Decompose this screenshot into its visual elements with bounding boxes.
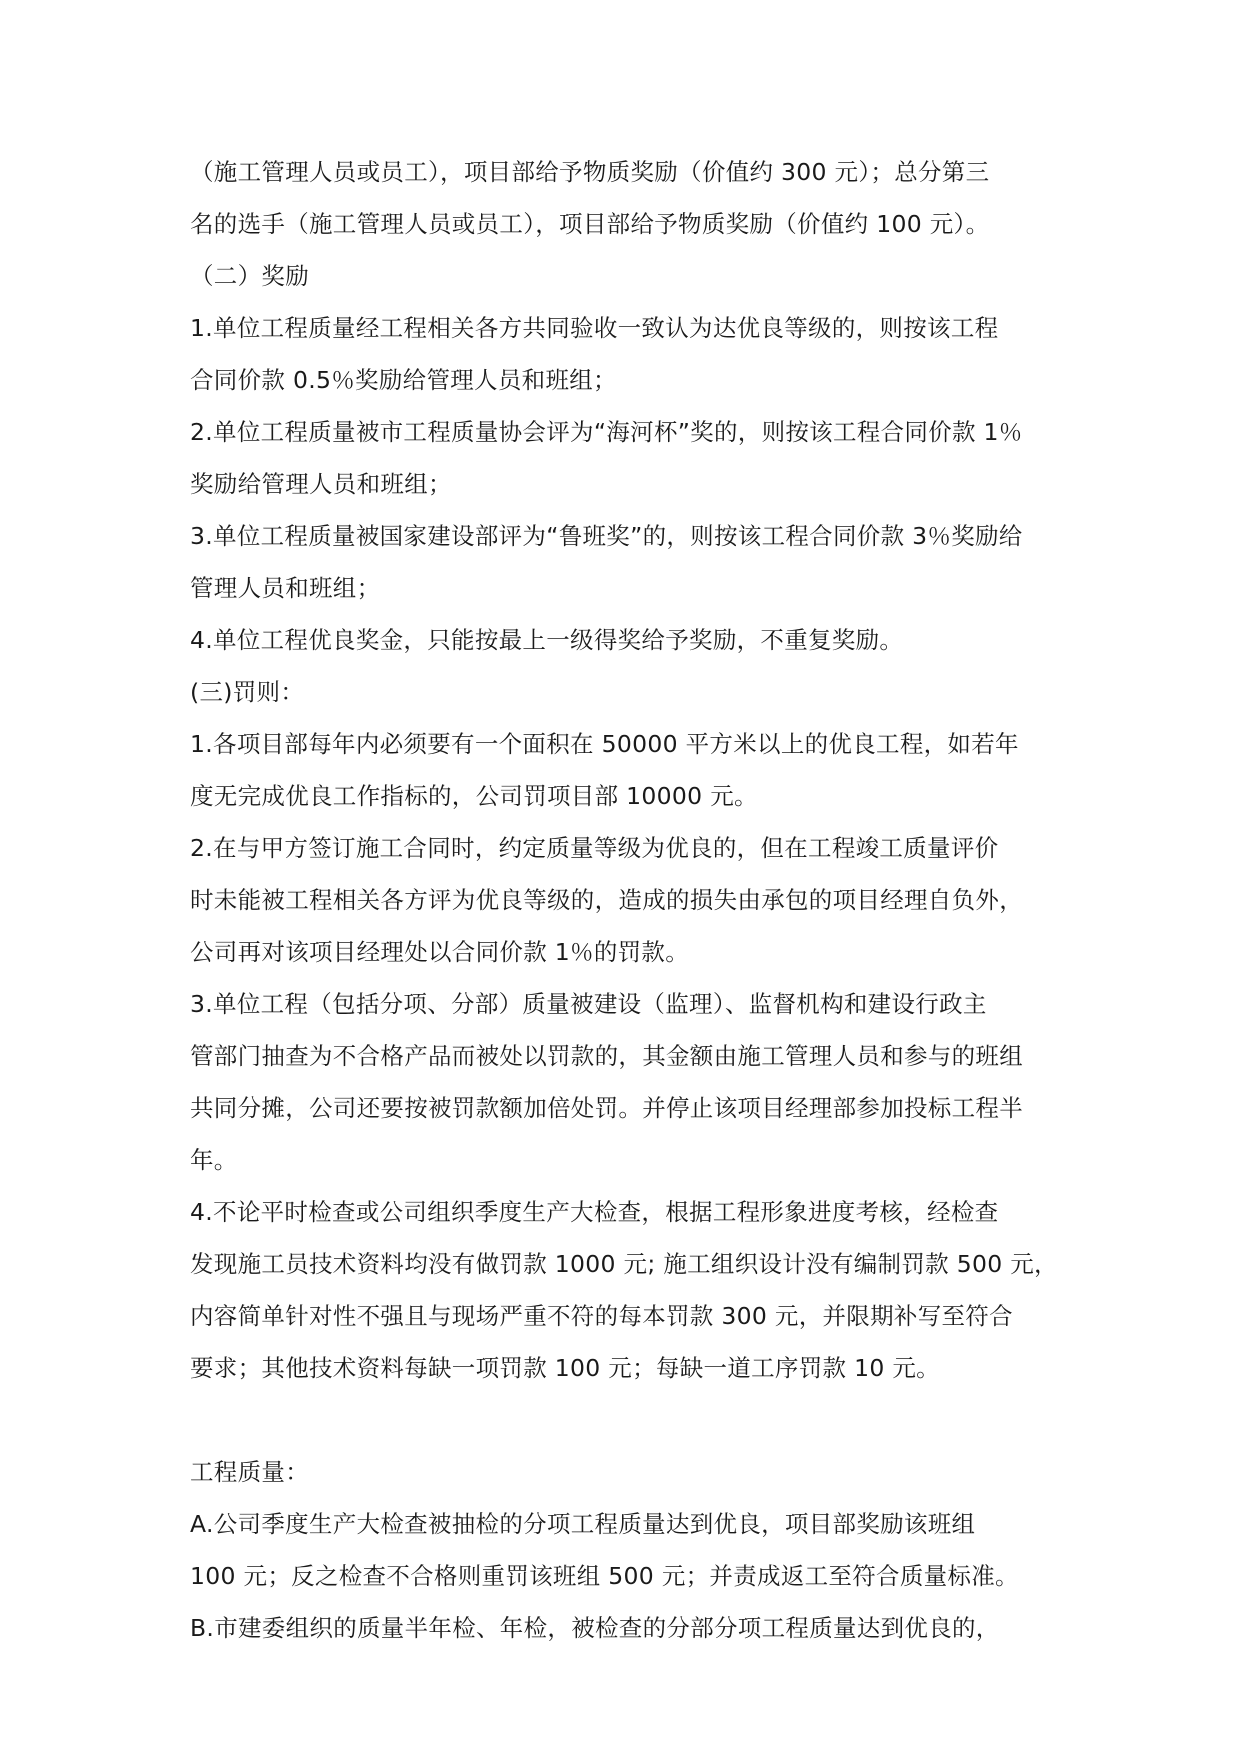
- text-line: A.公司季度生产大检查被抽检的分项工程质量达到优良，项目部奖励该班组: [190, 1510, 976, 1538]
- text-line: 1.单位工程质量经工程相关各方共同验收一致认为达优良等级的，则按该工程: [190, 314, 999, 342]
- text-line: 名的选手（施工管理人员或员工），项目部给予物质奖励（价值约 100 元）。: [190, 210, 990, 238]
- text-line: 4.不论平时检查或公司组织季度生产大检查，根据工程形象进度考核，经检查: [190, 1198, 999, 1226]
- text-line: 共同分摊，公司还要按被罚款额加倍处罚。并停止该项目经理部参加投标工程半: [190, 1094, 1023, 1122]
- text-line: 度无完成优良工作指标的，公司罚项目部 10000 元。: [190, 782, 758, 810]
- text-line: 管理人员和班组；: [190, 574, 381, 602]
- text-line: 时未能被工程相关各方评为优良等级的，造成的损失由承包的项目经理自负外，: [190, 886, 1023, 914]
- section-heading-rewards: （二）奖励: [190, 262, 309, 290]
- text-line: 内容简单针对性不强且与现场严重不符的每本罚款 300 元，并限期补写至符合: [190, 1302, 1013, 1330]
- text-line: 合同价款 0.5％奖励给管理人员和班组；: [190, 366, 617, 394]
- text-line: 100 元；反之检查不合格则重罚该班组 500 元；并责成返工至符合质量标准。: [190, 1562, 1019, 1590]
- section-heading-quality: 工程质量：: [190, 1458, 309, 1486]
- text-line: （施工管理人员或员工），项目部给予物质奖励（价值约 300 元）；总分第三: [190, 158, 990, 186]
- text-line: 3.单位工程（包括分项、分部）质量被建设（监理）、监督机构和建设行政主: [190, 990, 987, 1018]
- text-line: B.市建委组织的质量半年检、年检，被检查的分部分项工程质量达到优良的，: [190, 1614, 1000, 1642]
- text-line: 年。: [190, 1146, 238, 1174]
- text-line: 1.各项目部每年内必须要有一个面积在 50000 平方米以上的优良工程，如若年: [190, 730, 1019, 758]
- text-line: 2.在与甲方签订施工合同时，约定质量等级为优良的，但在工程竣工质量评价: [190, 834, 999, 862]
- text-line: 要求；其他技术资料每缺一项罚款 100 元；每缺一道工序罚款 10 元。: [190, 1354, 940, 1382]
- text-line: 发现施工员技术资料均没有做罚款 1000 元; 施工组织设计没有编制罚款 500 元，: [190, 1250, 1058, 1278]
- text-line: 4.单位工程优良奖金，只能按最上一级得奖给予奖励，不重复奖励。: [190, 626, 904, 654]
- text-line: 管部门抽查为不合格产品而被处以罚款的，其金额由施工管理人员和参与的班组: [190, 1042, 1023, 1070]
- text-line: 3.单位工程质量被国家建设部评为“鲁班奖”的，则按该工程合同价款 3％奖励给: [190, 522, 1023, 550]
- text-line: 公司再对该项目经理处以合同价款 1％的罚款。: [190, 938, 690, 966]
- section-heading-penalties: (三)罚则：: [190, 678, 305, 706]
- text-line: 奖励给管理人员和班组；: [190, 470, 452, 498]
- text-line: 2.单位工程质量被市工程质量协会评为“海河杯”奖的，则按该工程合同价款 1％: [190, 418, 1023, 446]
